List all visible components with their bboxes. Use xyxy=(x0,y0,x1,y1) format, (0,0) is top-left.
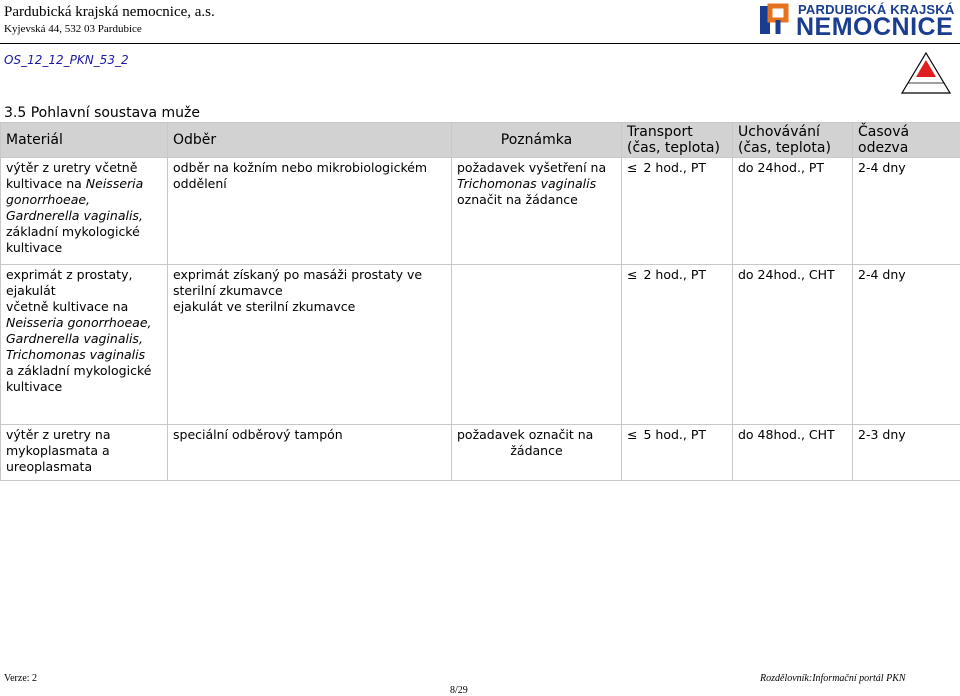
column-header-collection: Odběr xyxy=(168,123,452,158)
transport-cell xyxy=(622,158,733,265)
storage-cell: do 24hod., PT xyxy=(733,158,853,265)
column-header-storage xyxy=(733,123,853,158)
column-header-transport xyxy=(622,123,733,158)
footer-version: Verze: 2 xyxy=(4,673,38,684)
material-line: ureoplasmata xyxy=(6,459,93,474)
material-line: základní mykologické xyxy=(6,224,140,239)
collection-line: speciální odběrový tampón xyxy=(173,427,343,442)
collection-cell xyxy=(168,425,452,481)
material-line: Gardnerella vaginalis, xyxy=(6,208,143,223)
response-header-line1: Časová xyxy=(858,124,910,140)
footer-distribution: Rozdělovník:Informační portál PKN xyxy=(760,673,906,684)
note-cell xyxy=(452,158,622,265)
specimen-table xyxy=(0,122,960,481)
material-cell xyxy=(1,158,168,265)
transport-cell xyxy=(622,425,733,481)
material-line: ejakulát xyxy=(6,283,56,298)
storage-cell: do 24hod., CHT xyxy=(733,265,853,425)
collection-line: sterilní zkumavce xyxy=(173,283,283,298)
note-line: označit na žádance xyxy=(457,192,578,207)
note-line: požadavek vyšetření na xyxy=(457,160,607,175)
note-cell xyxy=(452,265,622,425)
storage-header-line1: Uchovávání xyxy=(738,124,820,140)
material-line: kultivace xyxy=(6,379,63,394)
material-line: včetně kultivace na xyxy=(6,299,129,314)
table-row xyxy=(1,265,960,425)
leq-symbol: ≤ xyxy=(627,427,638,442)
hospital-logo xyxy=(756,2,958,40)
material-line: kultivace na xyxy=(6,176,82,191)
column-header-material: Materiál xyxy=(1,123,168,158)
transport-cell xyxy=(622,265,733,425)
material-line: Gardnerella vaginalis, xyxy=(6,331,143,346)
response-cell: 2-4 dny xyxy=(853,265,960,425)
note-line: Trichomonas vaginalis xyxy=(457,176,597,191)
note-line: požadavek označit na xyxy=(457,427,594,442)
document-code: OS_12_12_PKN_53_2 xyxy=(4,53,129,67)
material-cell xyxy=(1,265,168,425)
transport-value: 2 hod., PT xyxy=(643,160,707,175)
logo-mark-icon xyxy=(756,2,792,38)
header-divider xyxy=(0,43,960,44)
logo-text-line2: NEMOCNICE xyxy=(796,13,954,41)
collection-line: odběr na kožním nebo mikrobiologickém xyxy=(173,160,428,175)
material-line: a základní mykologické xyxy=(6,363,152,378)
transport-header-line1: Transport xyxy=(627,124,693,140)
material-line: výtěr z uretry na xyxy=(6,427,111,442)
material-cell xyxy=(1,425,168,481)
collection-cell xyxy=(168,158,452,265)
leq-symbol: ≤ xyxy=(627,160,638,175)
table-row xyxy=(1,425,960,481)
collection-line: oddělení xyxy=(173,176,227,191)
leq-symbol: ≤ xyxy=(627,267,638,282)
response-cell: 2-3 dny xyxy=(853,425,960,481)
response-cell: 2-4 dny xyxy=(853,158,960,265)
collection-cell xyxy=(168,265,452,425)
warning-triangle-icon xyxy=(900,51,952,95)
material-line: exprimát z prostaty, xyxy=(6,267,133,282)
material-line: mykoplasmata a xyxy=(6,443,110,458)
response-header-line2: odezva xyxy=(858,140,909,156)
section-title: 3.5 Pohlavní soustava muže xyxy=(4,105,200,121)
collection-line: exprimát získaný po masáži prostaty ve xyxy=(173,267,423,282)
note-line: žádance xyxy=(510,443,563,458)
column-header-response xyxy=(853,123,960,158)
transport-value: 5 hod., PT xyxy=(643,427,707,442)
footer-page-number: 8/29 xyxy=(450,685,468,696)
material-line: Neisseria gonorrhoeae, xyxy=(6,315,152,330)
logo-text-line1: PARDUBICKÁ KRAJSKÁ xyxy=(798,2,955,17)
organization-address: Kyjevská 44, 532 03 Pardubice xyxy=(4,23,142,35)
table-row xyxy=(1,158,960,265)
storage-header-line2: (čas, teplota) xyxy=(738,140,831,156)
material-line: kultivace xyxy=(6,240,63,255)
material-line: gonorrhoeae, xyxy=(6,192,91,207)
table-header-row xyxy=(1,123,960,158)
note-cell xyxy=(452,425,622,481)
column-header-note: Poznámka xyxy=(452,123,622,158)
material-line: Trichomonas vaginalis xyxy=(6,347,146,362)
storage-cell: do 48hod., CHT xyxy=(733,425,853,481)
transport-value: 2 hod., PT xyxy=(643,267,707,282)
material-line: Neisseria xyxy=(85,176,144,191)
collection-line: ejakulát ve sterilní zkumavce xyxy=(173,299,356,314)
organization-name: Pardubická krajská nemocnice, a.s. xyxy=(4,4,215,20)
material-line: výtěr z uretry včetně xyxy=(6,160,138,175)
transport-header-line2: (čas, teplota) xyxy=(627,140,720,156)
